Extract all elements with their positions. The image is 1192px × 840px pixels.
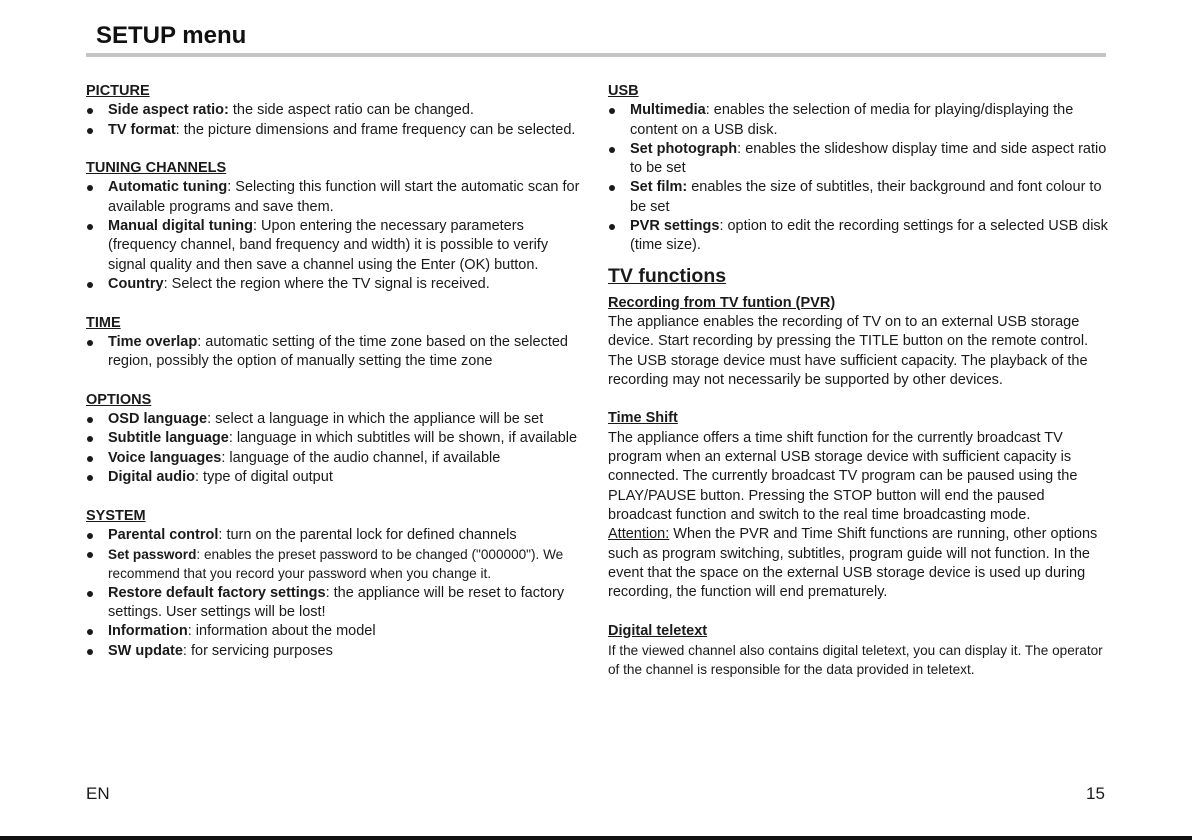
- options-list: [86, 410, 586, 487]
- page-number: 15: [1086, 784, 1105, 803]
- list-item: [608, 101, 1108, 140]
- section-heading-picture: PICTURE: [86, 83, 150, 99]
- right-column: [608, 82, 1108, 680]
- item-text: : enables the slideshow display time and side aspect ratio to be set: [630, 140, 1107, 177]
- item-term: PVR settings: [630, 218, 720, 235]
- list-item: [86, 429, 586, 448]
- list-item: [86, 622, 586, 641]
- system-list: [86, 526, 586, 661]
- item-text: : turn on the parental lock for defined channels: [218, 526, 517, 543]
- item-text: : type of digital output: [195, 468, 333, 485]
- item-text: : Selecting this function will start the automatic scan for available programs and save them.: [108, 179, 580, 215]
- time-list: [86, 333, 586, 372]
- section-heading-time: TIME: [86, 314, 121, 331]
- item-text: : option to edit the recording settings for a selected USB disk (time size).: [630, 218, 1108, 254]
- attention-label: Attention:: [608, 526, 670, 543]
- item-text: : Select the region where the TV signal is received.: [163, 275, 490, 292]
- item-term: SW update: [108, 642, 183, 659]
- list-item: [86, 449, 586, 468]
- attention-paragraph: [608, 525, 1108, 602]
- page-title: SETUP menu: [96, 22, 247, 49]
- list-item: [86, 333, 586, 372]
- list-item: [86, 526, 586, 545]
- list-item: [86, 121, 586, 140]
- footer-language: EN: [86, 784, 110, 803]
- bottom-border: [0, 836, 1192, 840]
- title-divider: [86, 53, 1106, 57]
- item-term: Automatic tuning: [108, 179, 228, 196]
- item-term: Restore default factory settings: [108, 584, 326, 601]
- item-term: Set password: [108, 547, 197, 563]
- item-term: Voice languages: [108, 449, 222, 466]
- item-term: Digital audio: [108, 468, 195, 485]
- section-heading-tv-functions: TV functions: [608, 264, 727, 287]
- item-text: : enables the preset password to be changed ("000000"). We recommend that you record your password when you change it.: [108, 547, 564, 582]
- list-item: [86, 410, 586, 429]
- list-item: [86, 545, 586, 584]
- attention-text: When the PVR and Time Shift functions are running, other options such as program switching, subtitles, program guide will not function. In the event that the space on the external USB storage device is used up during recording, the function will end prematurely.: [608, 526, 1098, 601]
- tuning-list: [86, 178, 586, 294]
- item-term: Manual digital tuning: [108, 218, 253, 235]
- item-term: Subtitle language: [108, 430, 229, 447]
- section-heading-options: OPTIONS: [86, 391, 152, 408]
- section-heading-usb: USB: [608, 83, 639, 99]
- list-item: [86, 217, 586, 275]
- item-text: : language of the audio channel, if available: [221, 449, 501, 466]
- item-text: : enables the selection of media for playing/displaying the content on a USB disk.: [630, 102, 1074, 138]
- item-text: : language in which subtitles will be shown, if available: [228, 430, 578, 447]
- left-column: [86, 82, 586, 661]
- recording-paragraph: The appliance enables the recording of TV on to an external USB storage device. Start recording by pressing the TITLE button on the remote control. The USB storage device must have sufficient capacity. The playback of the recording may not necessarily be supported by other devices.: [608, 313, 1089, 388]
- list-item: [608, 178, 1108, 217]
- item-term: OSD language: [108, 411, 208, 428]
- picture-list: [86, 101, 586, 140]
- item-text: : automatic setting of the time zone based on the selected region, possibly the option of manually setting the time zone: [108, 333, 568, 370]
- item-text: : the picture dimensions and frame frequency can be selected.: [175, 121, 576, 138]
- item-term: Multimedia: [630, 102, 706, 119]
- teletext-paragraph: If the viewed channel also contains digital teletext, you can display it. The operator of the channel is responsible for the data provided in teletext.: [608, 643, 1103, 678]
- list-item: [86, 642, 586, 661]
- list-item: [86, 584, 586, 623]
- item-text: : Upon entering the necessary parameters (frequency channel, band frequency and width) it is possible to verify signal quality and then save a channel using the Enter (OK) button.: [108, 218, 549, 273]
- time-shift-paragraph: The appliance offers a time shift function for the currently broadcast TV program when an external USB storage device with sufficient capacity is connected. The currently broadcast TV program can be paused using the PLAY/PAUSE button. Pressing the STOP button will end the paused broadcast function and switch to the real time broadcasting mode.: [608, 429, 1078, 523]
- item-term: Set photograph: [630, 140, 738, 157]
- list-item: [86, 468, 586, 487]
- section-heading-tuning: TUNING CHANNELS: [86, 160, 227, 177]
- item-term: Set film:: [630, 179, 688, 196]
- section-heading-system: SYSTEM: [86, 507, 146, 524]
- item-text: enables the size of subtitles, their background and font colour to be set: [630, 179, 1102, 215]
- item-text: the side aspect ratio can be changed.: [228, 102, 474, 119]
- item-text: : the appliance will be reset to factory settings. User settings will be lost!: [108, 584, 565, 621]
- list-item: [608, 140, 1108, 179]
- item-term: Information: [108, 623, 188, 640]
- usb-list: [608, 101, 1108, 255]
- subheading-time-shift: Time Shift: [608, 410, 678, 427]
- list-item: [86, 101, 586, 120]
- list-item: [608, 217, 1108, 256]
- item-term: Side aspect ratio:: [108, 102, 229, 119]
- item-term: Country: [108, 275, 164, 292]
- list-item: [86, 178, 586, 217]
- item-text: : select a language in which the appliance will be set: [207, 411, 544, 428]
- item-term: Parental control: [108, 526, 219, 543]
- item-term: TV format: [108, 121, 176, 138]
- item-text: : for servicing purposes: [182, 642, 333, 659]
- subheading-digital-teletext: Digital teletext: [608, 622, 708, 639]
- list-item: [86, 275, 586, 294]
- item-text: : information about the model: [187, 623, 376, 640]
- item-term: Time overlap: [108, 333, 198, 350]
- subheading-recording: Recording from TV funtion (PVR): [608, 294, 836, 311]
